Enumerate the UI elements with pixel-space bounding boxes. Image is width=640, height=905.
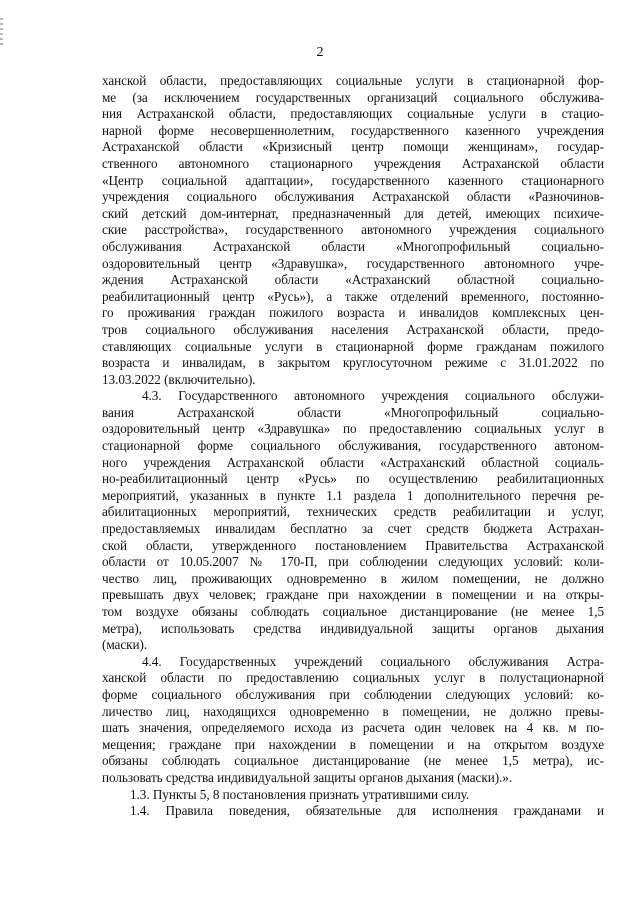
text-line: мещения; граждане при нахождении в помещении и на открытом воздухе: [102, 736, 604, 752]
text-line: тров социального обслуживания населения Астраханской области, предо-: [102, 321, 604, 337]
text-line: предоставляемых инвалидам бесплатно за счет средств бюджета Астрахан-: [102, 521, 604, 537]
text-line: учреждения социального обслуживания Астраханской области «Разночинов-: [102, 189, 604, 205]
text-line: 13.03.2022 (включительно).: [102, 371, 256, 387]
text-line: пользовать средства индивидуальной защиты органов дыхания (маски).».: [102, 769, 513, 785]
text-line: ставляющих социальные услуги в стационарной форме гражданам пожилого: [102, 338, 604, 354]
text-line: го проживания граждан пожилого возраста и инвалидов комплексных цен-: [102, 305, 604, 321]
text-line: возраста и инвалидам, в закрытом круглосуточном режиме с 31.01.2022 по: [102, 355, 604, 371]
text-line: том воздухе обязаны соблюдать социальное дистанцирование (не менее 1,5: [102, 604, 604, 619]
text-line: ский детский дом-интернат, предназначенный для детей, имеющих психиче-: [102, 205, 604, 221]
text-line: оздоровительный центр «Здравушка» по предоставлению социальных услуг в: [102, 421, 604, 437]
text-line: ственного автономного стационарного учреждения Астраханской области: [102, 155, 604, 171]
text-line: обслуживания Астраханской области «Многопрофильный социально-: [102, 238, 604, 254]
text-line: ния Астраханской области, предоставляющих социальные услуги в стацио-: [102, 106, 604, 122]
text-line: 1.4. Правила поведения, обязательные для исполнения гражданами и: [130, 803, 604, 819]
text-line: ханской области по предоставлению социальных услуг в полустационарной: [102, 670, 604, 686]
text-line: «Центр социальной адаптации», государственного казенного стационарного: [102, 172, 604, 188]
text-line: ской области, утвержденного постановлением Правительства Астраханской: [102, 537, 604, 553]
text-line: превышать двух человек; граждане при нахождении в помещении и на откры-: [102, 587, 604, 603]
text-line: абилитационных мероприятий, технических средств реабилитации и услуг,: [102, 504, 604, 520]
text-line: но-реабилитационный центр «Русь» по осуществлению реабилитационных: [102, 471, 604, 487]
text-line: 4.4. Государственных учреждений социального обслуживания Астра-: [142, 653, 604, 669]
text-line: форме социального обслуживания при соблюдении следующих условий: ко-: [102, 686, 604, 702]
text-line: мероприятий, указанных в пункте 1.1 раздела 1 дополнительного перечня ре-: [102, 487, 604, 503]
text-line: нарной форме несовершеннолетним, государственного казенного учреждения: [102, 122, 604, 138]
text-line: стационарной форме социального обслуживания, государственного автоном-: [102, 438, 604, 454]
text-line: ханской области, предоставляющих социальные услуги в стационарной фор-: [102, 73, 604, 88]
text-line: личество лиц, находящихся одновременно в помещении, не должно превы-: [102, 703, 604, 719]
text-line: 4.3. Государственного автономного учреждения социального обслужи-: [142, 388, 604, 404]
document-body: [102, 73, 604, 820]
text-line: вания Астраханской области «Многопрофильный социально-: [102, 404, 604, 420]
text-line: Астраханской области «Кризисный центр помощи женщинам», государ-: [102, 139, 604, 155]
text-line: реабилитационный центр «Русь»), а также отделений временного, постоянно-: [102, 288, 604, 304]
page-number: 2: [316, 45, 324, 60]
text-line: (маски).: [102, 637, 148, 653]
text-line: 1.3. Пункты 5, 8 постановления признать утратившими силу.: [130, 786, 470, 802]
text-line: шать значения, определяемого исхода из расчета один человек на 4 кв. м по-: [102, 720, 604, 736]
text-line: ждения Астраханской области «Астраханский областной социально-: [102, 272, 604, 288]
text-line: обязаны соблюдать социальное дистанцирование (не менее 1,5 метра), ис-: [102, 753, 604, 769]
text-line: области от 10.05.2007 № 170-П, при соблюдении следующих условий: коли-: [102, 554, 604, 570]
text-line: ного учреждения Астраханской области «Астраханский областной социаль-: [102, 454, 604, 470]
text-line: ме (за исключением государственных организаций социального обслужива-: [102, 89, 604, 105]
text-line: метра), использовать средства индивидуальной защиты органов дыхания: [102, 620, 604, 636]
text-line: ские расстройства», государственного автономного учреждения социального: [102, 222, 604, 238]
text-line: оздоровительный центр «Здравушка», государственного автономного учре-: [102, 255, 604, 271]
scan-edge-mark: [0, 18, 3, 46]
text-line: чество лиц, проживающих одновременно в жилом помещении, не должно: [102, 570, 604, 586]
